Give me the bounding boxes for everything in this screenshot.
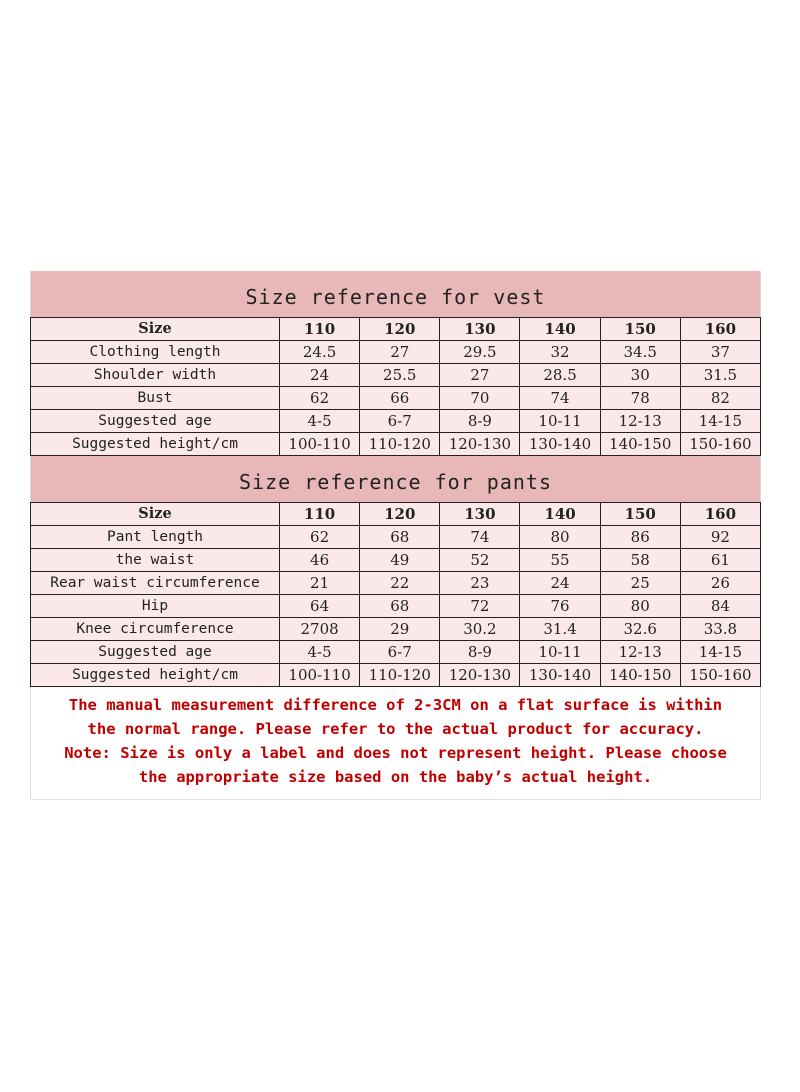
size-header-cell: 130 (440, 318, 520, 341)
measurement-label: Bust (31, 387, 280, 410)
measurement-value: 84 (680, 595, 760, 618)
measurement-value: 74 (520, 387, 600, 410)
measurement-value: 58 (600, 549, 680, 572)
size-header-cell: 110 (280, 318, 360, 341)
measurement-value: 4-5 (280, 410, 360, 433)
measurement-value: 27 (360, 341, 440, 364)
measurement-value: 29.5 (440, 341, 520, 364)
size-header-cell: 150 (600, 318, 680, 341)
measurement-label: Shoulder width (31, 364, 280, 387)
size-header-cell: 130 (440, 503, 520, 526)
measurement-value: 22 (360, 572, 440, 595)
size-column-header: Size (31, 503, 280, 526)
measurement-value: 140-150 (600, 433, 680, 456)
size-column-header: Size (31, 318, 280, 341)
measurement-label: Knee circumference (31, 618, 280, 641)
measurement-value: 25 (600, 572, 680, 595)
measurement-value: 34.5 (600, 341, 680, 364)
measurement-value: 10-11 (520, 641, 600, 664)
measurement-value: 6-7 (360, 410, 440, 433)
measurement-value: 82 (680, 387, 760, 410)
measurement-value: 37 (680, 341, 760, 364)
measurement-value: 14-15 (680, 641, 760, 664)
measurement-label: Suggested age (31, 641, 280, 664)
table-row (31, 595, 761, 618)
note-line: The manual measurement difference of 2-3CM on a flat surface is within (68, 696, 723, 714)
measurement-value: 10-11 (520, 410, 600, 433)
measurement-value: 130-140 (520, 433, 600, 456)
measurement-value: 27 (440, 364, 520, 387)
measurement-value: 23 (440, 572, 520, 595)
size-header-cell: 140 (520, 318, 600, 341)
measurement-value: 32.6 (600, 618, 680, 641)
measurement-label: Suggested height/cm (31, 433, 280, 456)
measurement-value: 29 (360, 618, 440, 641)
size-header-cell: 140 (520, 503, 600, 526)
measurement-value: 76 (520, 595, 600, 618)
table-header-row (31, 503, 761, 526)
measurement-value: 24.5 (280, 341, 360, 364)
measurement-value: 4-5 (280, 641, 360, 664)
measurement-label: the waist (31, 549, 280, 572)
measurement-value: 8-9 (440, 641, 520, 664)
measurement-value: 110-120 (360, 433, 440, 456)
measurement-value: 74 (440, 526, 520, 549)
measurement-value: 130-140 (520, 664, 600, 687)
pants-section-title: Size reference for pants (30, 456, 761, 502)
table-row (31, 664, 761, 687)
measurement-value: 24 (520, 572, 600, 595)
table-row (31, 641, 761, 664)
table-row (31, 618, 761, 641)
measurement-value: 62 (280, 387, 360, 410)
pants-size-table (30, 502, 761, 687)
measurement-value: 33.8 (680, 618, 760, 641)
table-header-row (31, 318, 761, 341)
table-row (31, 572, 761, 595)
measurement-value: 86 (600, 526, 680, 549)
measurement-value: 100-110 (280, 433, 360, 456)
measurement-label: Suggested age (31, 410, 280, 433)
measurement-label: Clothing length (31, 341, 280, 364)
measurement-value: 28.5 (520, 364, 600, 387)
measurement-label: Suggested height/cm (31, 664, 280, 687)
measurement-value: 25.5 (360, 364, 440, 387)
measurement-value: 80 (600, 595, 680, 618)
measurement-value: 24 (280, 364, 360, 387)
vest-section-title: Size reference for vest (30, 271, 761, 317)
measurement-value: 110-120 (360, 664, 440, 687)
measurement-value: 68 (360, 526, 440, 549)
measurement-value: 14-15 (680, 410, 760, 433)
measurement-value: 21 (280, 572, 360, 595)
vest-size-table (30, 317, 761, 456)
size-header-cell: 160 (680, 318, 760, 341)
size-header-cell: 160 (680, 503, 760, 526)
measurement-value: 30 (600, 364, 680, 387)
measurement-value: 92 (680, 526, 760, 549)
note-line: Note: Size is only a label and does not represent height. Please choose (64, 744, 727, 762)
measurement-label: Pant length (31, 526, 280, 549)
table-row (31, 410, 761, 433)
table-row (31, 364, 761, 387)
note-line: the normal range. Please refer to the actual product for accuracy. (87, 720, 704, 738)
measurement-value: 72 (440, 595, 520, 618)
measurement-value: 120-130 (440, 433, 520, 456)
measurement-value: 55 (520, 549, 600, 572)
measurement-value: 26 (680, 572, 760, 595)
measurement-value: 62 (280, 526, 360, 549)
measurement-value: 64 (280, 595, 360, 618)
measurement-value: 68 (360, 595, 440, 618)
measurement-value: 61 (680, 549, 760, 572)
measurement-value: 140-150 (600, 664, 680, 687)
measurement-value: 31.5 (680, 364, 760, 387)
table-row (31, 433, 761, 456)
measurement-value: 120-130 (440, 664, 520, 687)
measurement-value: 80 (520, 526, 600, 549)
measurement-value: 66 (360, 387, 440, 410)
measurement-value: 150-160 (680, 433, 760, 456)
measurement-value: 31.4 (520, 618, 600, 641)
measurement-value: 6-7 (360, 641, 440, 664)
table-row (31, 526, 761, 549)
measurement-value: 46 (280, 549, 360, 572)
size-chart (30, 271, 761, 800)
size-header-cell: 110 (280, 503, 360, 526)
size-header-cell: 150 (600, 503, 680, 526)
measurement-value: 78 (600, 387, 680, 410)
measurement-label: Hip (31, 595, 280, 618)
measurement-value: 100-110 (280, 664, 360, 687)
table-row (31, 341, 761, 364)
measurement-value: 52 (440, 549, 520, 572)
measurement-value: 8-9 (440, 410, 520, 433)
size-header-cell: 120 (360, 318, 440, 341)
measurement-value: 2708 (280, 618, 360, 641)
measurement-value: 12-13 (600, 641, 680, 664)
size-header-cell: 120 (360, 503, 440, 526)
measurement-value: 30.2 (440, 618, 520, 641)
note-line: the appropriate size based on the baby’s actual height. (138, 768, 653, 786)
measurement-label: Rear waist circumference (31, 572, 280, 595)
measurement-value: 70 (440, 387, 520, 410)
measurement-value: 32 (520, 341, 600, 364)
measurement-value: 12-13 (600, 410, 680, 433)
table-row (31, 387, 761, 410)
measurement-value: 150-160 (680, 664, 760, 687)
table-row (31, 549, 761, 572)
measurement-notes (30, 687, 761, 800)
measurement-value: 49 (360, 549, 440, 572)
